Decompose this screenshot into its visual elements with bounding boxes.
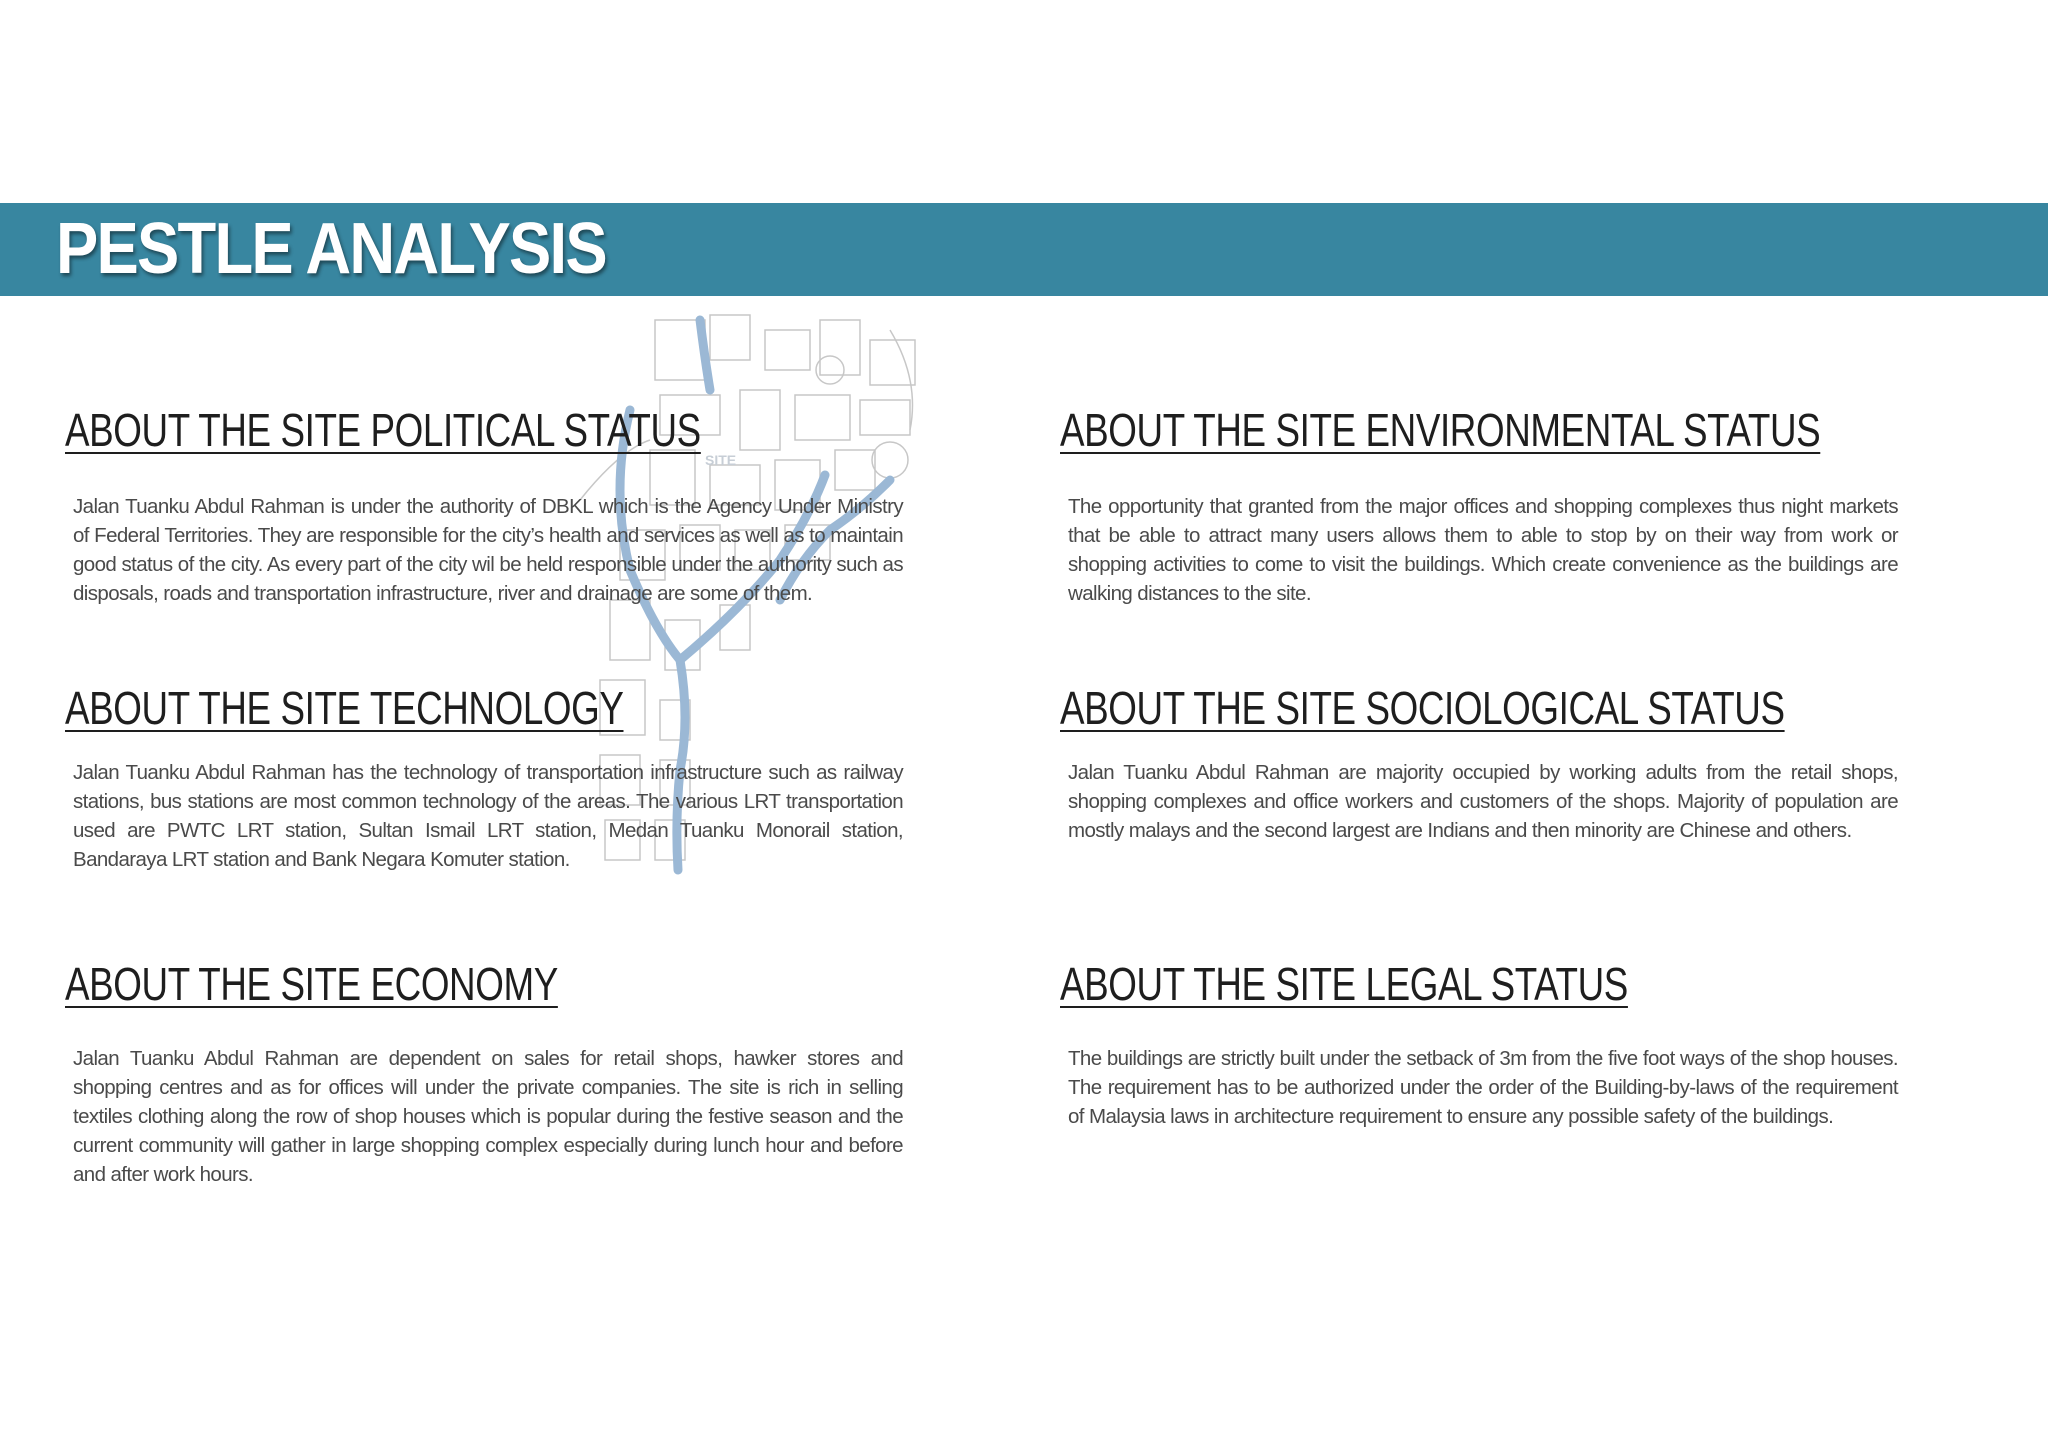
section-political (65, 402, 905, 605)
page-title: PESTLE ANALYSIS (56, 209, 606, 289)
heading-economy: ABOUT THE SITE ECONOMY (65, 958, 558, 1010)
section-economy (65, 956, 905, 1186)
title-banner (0, 203, 2048, 296)
section-environmental (1060, 402, 1900, 605)
body-legal: The buildings are strictly built under the setback of 3m from the five foot ways of the shop houses. The requirement has to be authorized under the order of the Building-by-laws of the requirement of Malaysia laws in architecture requirement to ensure any possible safety of the buildings. (1068, 1047, 1898, 1128)
body-sociological: Jalan Tuanku Abdul Rahman are majority occupied by working adults from the retail shops, shopping complexes and office workers and customers of the shops. Majority of population are mostly malays and the second largest are Indians and then minority are Chinese and others. (1068, 761, 1898, 842)
heading-sociological: ABOUT THE SITE SOCIOLOGICAL STATUS (1060, 682, 1785, 734)
body-economy: Jalan Tuanku Abdul Rahman are dependent on sales for retail shops, hawker stores and shopping centres and as for offices will under the private companies. The site is rich in selling textiles clothing along the row of shop houses which is popular during the festive season and the current community will gather in large shopping complex especially during lunch hour and before and after work hours. (73, 1047, 903, 1186)
site-label: SITE (705, 452, 737, 468)
body-political: Jalan Tuanku Abdul Rahman is under the authority of DBKL which is the Agency Under Ministry of Federal Territories. They are responsible for the city’s health and services as well as to maintain good status of the city. As every part of the city wil be held responsible under the authority such as disposals, roads and transportation infrastructure, river and drainage are some of them. (73, 495, 903, 605)
section-technology (65, 680, 905, 871)
heading-political: ABOUT THE SITE POLITICAL STATUS (65, 404, 701, 456)
section-sociological (1060, 680, 1900, 842)
heading-environmental: ABOUT THE SITE ENVIRONMENTAL STATUS (1060, 404, 1821, 456)
body-environmental: The opportunity that granted from the major offices and shopping complexes thus night markets that be able to attract many users allows them to able to stop by on their way from work or shopping activities to come to visit the buildings. Which create convenience as the buildings are walking distances to the site. (1068, 495, 1898, 605)
heading-legal: ABOUT THE SITE LEGAL STATUS (1060, 958, 1628, 1010)
section-legal (1060, 956, 1900, 1128)
heading-technology: ABOUT THE SITE TECHNOLOGY (65, 682, 624, 734)
body-technology: Jalan Tuanku Abdul Rahman has the technology of transportation infrastructure such as railway stations, bus stations are most common technology of the areas. The various LRT transportation used are PWTC LRT station, Sultan Ismail LRT station, Medan Tuanku Monorail station, Bandaraya LRT station and Bank Negara Komuter station. (73, 761, 903, 871)
